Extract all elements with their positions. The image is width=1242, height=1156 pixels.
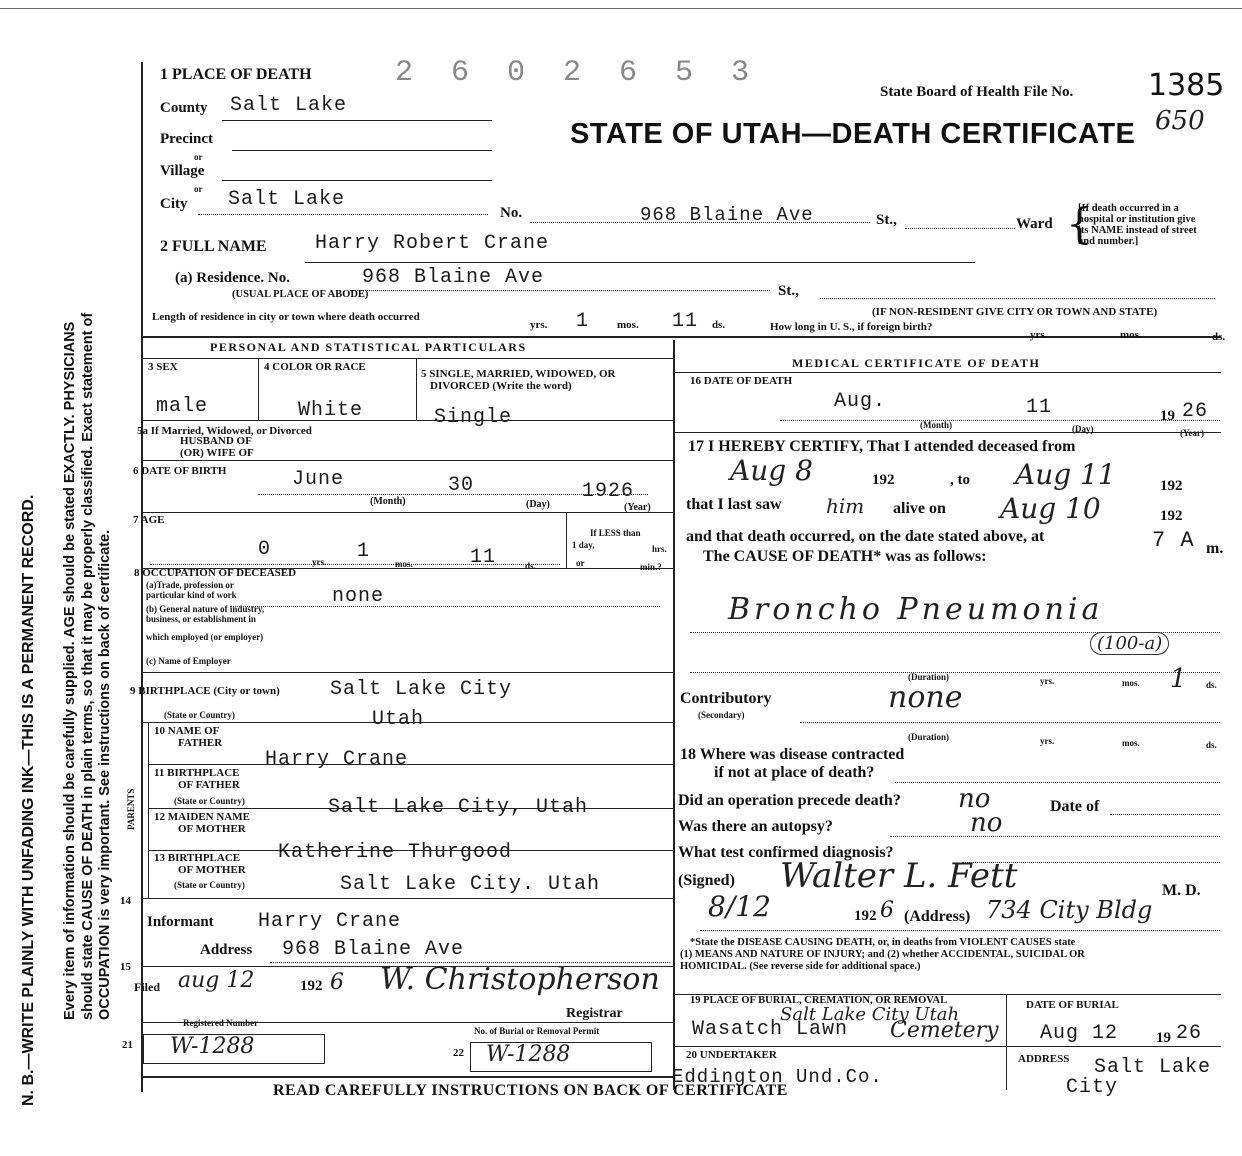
street-st-label: St.,: [876, 212, 897, 228]
sign-year: 6: [880, 898, 894, 923]
duration-ds-label-2: ds.: [1206, 740, 1217, 750]
hrs-label: hrs.: [652, 544, 667, 554]
informant-address: 968 Blaine Ave: [282, 938, 465, 961]
dod-label: 16 DATE OF DEATH: [690, 375, 793, 387]
attended-from-year-prefix: 192: [872, 472, 895, 488]
dob-year: 1926: [582, 480, 635, 503]
burial-place-label: 19 PLACE OF BURIAL, CREMATION, OR REMOVAL: [690, 995, 948, 1006]
operation-value: no: [958, 784, 991, 814]
pronoun: him: [826, 494, 865, 518]
color-value: White: [298, 399, 364, 422]
age-ds-label: ds.: [525, 561, 536, 571]
sign-year-prefix: 192: [854, 908, 877, 924]
footer-instructions: READ CAREFULLY INSTRUCTIONS ON BACK OF CERTIFICATE: [273, 1082, 788, 1099]
dob-month: June: [292, 468, 345, 491]
sidebar-line-4: OCCUPATION is very important. See instructions on back of certificate.: [97, 529, 113, 1020]
less-than-label: If LESS than: [590, 528, 641, 538]
street-value: 968 Blaine Ave: [640, 204, 814, 226]
duration-ds-label-1: ds.: [1206, 680, 1217, 690]
cause-of-death: Broncho Pneumonia: [728, 592, 1104, 627]
duration-mos-label-1: mos.: [1122, 678, 1140, 688]
us-length-label: How long in U. S., if foreign birth?: [770, 321, 933, 333]
birthplace-label: 9 BIRTHPLACE (City or town): [130, 685, 280, 697]
occupation-label: 8 OCCUPATION OF DECEASED: [134, 567, 297, 579]
sidebar-line-1: N. B.—WRITE PLAINLY WITH UNFADING INK—THIS IS A PERMANENT RECORD.: [20, 494, 37, 1106]
dod-day: 11: [1026, 396, 1053, 419]
mother-birthplace: Salt Lake City. Utah: [340, 873, 601, 896]
dob-day: 30: [448, 474, 475, 497]
autopsy-value: no: [970, 808, 1003, 838]
informant-label: Informant: [147, 914, 214, 930]
county-value: Salt Lake: [230, 94, 348, 117]
stamp-number: 2 6 0 2 6 5 3: [395, 56, 760, 90]
father-bp-label-3: (State or Country): [174, 796, 245, 806]
length-ds-label: ds.: [712, 319, 726, 331]
village-label: Village: [160, 163, 205, 179]
to-label: , to: [950, 472, 970, 488]
color-label: 4 COLOR OR RACE: [264, 361, 366, 373]
age-yrs-label: yrs.: [312, 557, 327, 567]
undertaker-label: 20 UNDERTAKER: [686, 1049, 777, 1061]
duration-mos-label-2: mos.: [1122, 738, 1140, 748]
age-label: 7 AGE: [133, 514, 165, 526]
min-label: min.?: [640, 562, 662, 572]
employer-label: (c) Name of Employer: [146, 656, 231, 666]
secondary-label: (Secondary): [698, 710, 745, 720]
dob-day-label: (Day): [526, 499, 550, 510]
cause-text: The CAUSE OF DEATH* was as follows:: [703, 548, 987, 565]
file-number-2: 650: [1155, 106, 1205, 136]
filed-label: Filed: [134, 980, 160, 994]
test-label: What test confirmed diagnosis?: [678, 844, 894, 861]
birthplace-state-label: (State or Country): [164, 710, 235, 720]
one-day-label: 1 day,: [572, 540, 595, 550]
birthplace-city: Salt Lake City: [330, 678, 513, 701]
item-15: 15: [120, 961, 131, 973]
full-name-value: Harry Robert Crane: [315, 232, 550, 255]
street-no-label: No.: [500, 205, 523, 221]
duration-yrs-label-1: yrs.: [1040, 676, 1055, 686]
father-value: Harry Crane: [265, 748, 409, 771]
sign-date: 8/12: [708, 890, 771, 923]
length-yrs-label: yrs.: [530, 319, 548, 331]
permit-number: W-1288: [486, 1042, 571, 1067]
attended-from: Aug 8: [730, 454, 813, 487]
duration-mos: 1: [1170, 664, 1187, 694]
dob-label: 6 DATE OF BIRTH: [133, 465, 227, 477]
usual-place-label: (USUAL PLACE OF ABODE): [232, 289, 369, 300]
note-1: *State the DISEASE CAUSING DEATH, or, in deaths from VIOLENT CAUSES state: [690, 937, 1076, 948]
alive-on-label: alive on: [893, 500, 946, 517]
hospital-brace: {: [1066, 199, 1093, 248]
where-contracted-2: if not at place of death?: [714, 764, 875, 781]
registrar-signature: W. Christopherson: [380, 962, 660, 997]
city-label: City: [160, 196, 188, 212]
place-heading: 1 PLACE OF DEATH: [160, 66, 312, 83]
time-of-death: 7 A: [1152, 528, 1195, 553]
occ-b-2: business, or establishment in: [146, 614, 256, 624]
filed-year-prefix: 192: [300, 978, 323, 994]
file-number: 1385: [1148, 68, 1225, 103]
duration-label-2: (Duration): [908, 732, 949, 742]
mother-label-2: OF MOTHER: [178, 823, 246, 835]
mother-bp-label-2: OF MOTHER: [178, 864, 246, 876]
residence-st-label: St.,: [778, 283, 799, 299]
undertaker-address-1: Salt Lake: [1094, 1056, 1212, 1079]
where-contracted-1: 18 Where was disease contracted: [680, 746, 905, 763]
ward-label: Ward: [1016, 216, 1053, 232]
occ-a-2: particular kind of work: [146, 590, 237, 600]
note-2: (1) MEANS AND NATURE OF INJURY; and (2) whether ACCIDENTAL, SUICIDAL OR: [680, 949, 1085, 960]
length-label: Length of residence in city or town where death occurred: [152, 311, 420, 323]
full-name-label: 2 FULL NAME: [160, 238, 267, 255]
filed-date: aug 12: [178, 968, 255, 993]
occ-b-1: (b) General nature of industry,: [146, 604, 265, 614]
burial-date: Aug 12: [1040, 1022, 1119, 1045]
residence-value: 968 Blaine Ave: [362, 266, 545, 289]
or-label: or: [576, 558, 585, 568]
duration-label-1: (Duration): [908, 672, 949, 682]
age-mos: 1: [357, 540, 371, 563]
contributory-label: Contributory: [680, 690, 772, 707]
operation-label: Did an operation precede death?: [678, 792, 901, 809]
hospital-note-2: hospital or institution give: [1078, 214, 1196, 225]
sex-value: male: [156, 395, 209, 418]
marital-label-2: DIVORCED (Write the word): [430, 380, 572, 392]
hospital-note-4: and number.]: [1078, 236, 1139, 247]
precinct-label: Precinct: [160, 131, 214, 147]
hospital-note-1: [If death occurred in a: [1078, 203, 1179, 214]
m-label: m.: [1206, 540, 1224, 557]
file-no-label: State Board of Health File No.: [880, 84, 1074, 100]
document-title: STATE OF UTAH—DEATH CERTIFICATE: [570, 118, 1136, 150]
dod-year: 26: [1182, 400, 1209, 423]
age-ds: 11: [470, 546, 497, 569]
us-mos-label: mos.: [1120, 329, 1142, 341]
residence-label: (a) Residence. No.: [175, 270, 290, 286]
undertaker-address-label: ADDRESS: [1018, 1053, 1070, 1065]
mother-bp-label-1: 13 BIRTHPLACE: [154, 852, 241, 864]
sex-label: 3 SEX: [148, 361, 178, 373]
birthplace-state: Utah: [372, 708, 425, 731]
cause-code: (100-a): [1090, 632, 1169, 655]
dod-year-label: (Year): [1180, 428, 1204, 438]
or-text-2: or: [194, 184, 203, 194]
burial-year-prefix: 19: [1156, 1030, 1171, 1046]
mother-value: Katherine Thurgood: [278, 841, 513, 864]
father-bp-label-1: 11 BIRTHPLACE: [154, 767, 240, 779]
father-label-1: 10 NAME OF: [154, 725, 220, 737]
operation-date-label: Date of: [1050, 798, 1100, 815]
nonres-note: (IF NON-RESIDENT GIVE CITY OR TOWN AND STATE): [872, 306, 1158, 318]
age-yrs: 0: [258, 538, 272, 561]
burial-date-label: DATE OF BURIAL: [1026, 999, 1119, 1011]
us-yrs-label: yrs.: [1030, 329, 1048, 341]
signed-label: (Signed): [678, 872, 735, 889]
occ-b-3: which employed (or employer): [146, 632, 264, 642]
physician-address-label: (Address): [904, 908, 971, 925]
burial-year: 26: [1176, 1022, 1203, 1045]
father-birthplace: Salt Lake City, Utah: [328, 796, 589, 819]
last-saw-text: that I last saw: [686, 496, 782, 513]
burial-place: Wasatch Lawn: [692, 1018, 849, 1041]
spouse-label-1: 5a If Married, Widowed, or Divorced: [137, 425, 312, 437]
or-text-1: or: [194, 152, 203, 162]
registered-number-label: Registered Number: [183, 1018, 259, 1028]
length-mos-label: mos.: [617, 319, 639, 331]
age-mos-label: mos.: [395, 559, 413, 569]
personal-heading: PERSONAL AND STATISTICAL PARTICULARS: [210, 340, 527, 354]
mother-label-1: 12 MAIDEN NAME: [154, 811, 250, 823]
death-occurred-text: and that death occurred, on the date stated above, at: [686, 528, 1045, 545]
last-saw-year-prefix: 192: [1160, 508, 1183, 524]
burial-cemetery: Cemetery: [890, 1018, 999, 1043]
registered-number: W-1288: [170, 1034, 255, 1059]
contributory-value: none: [888, 680, 963, 715]
marital-value: Single: [434, 406, 513, 429]
note-3: HOMICIDAL. (See reverse side for additional space.): [680, 961, 921, 972]
father-label-2: FATHER: [178, 737, 223, 749]
duration-yrs-label-2: yrs.: [1040, 736, 1055, 746]
item-14: 14: [120, 895, 131, 907]
dod-day-label: (Day): [1072, 424, 1094, 434]
autopsy-label: Was there an autopsy?: [678, 818, 833, 835]
mother-bp-label-3: (State or Country): [174, 880, 245, 890]
physician-signature: Walter L. Fett: [780, 856, 1018, 896]
spouse-label-3: (OR) WIFE OF: [180, 447, 254, 459]
father-bp-label-2: OF FATHER: [178, 779, 240, 791]
medical-heading: MEDICAL CERTIFICATE OF DEATH: [792, 356, 1041, 370]
attended-to-year-prefix: 192: [1160, 478, 1183, 494]
physician-address: 734 City Bldg: [986, 896, 1153, 924]
item-21: 21: [122, 1039, 133, 1051]
county-label: County: [160, 100, 208, 116]
us-ds-label: ds.: [1212, 331, 1226, 343]
parents-label: PARENTS: [126, 788, 136, 830]
sidebar-line-3: should state CAUSE OF DEATH in plain terms, so that it may be properly classified. Exact statement of: [80, 312, 96, 1020]
item-22: 22: [453, 1047, 464, 1059]
sidebar-line-2: Every item of information should be carefully supplied. AGE should be stated EXACTLY. PHYSICIANS: [62, 321, 78, 1020]
marital-label-1: 5 SINGLE, MARRIED, WIDOWED, OR: [421, 368, 616, 380]
burial-handwritten: Salt Lake City Utah: [780, 1004, 960, 1025]
length-mos-value: 11: [672, 310, 699, 333]
city-value: Salt Lake: [228, 188, 346, 211]
dod-month: Aug.: [834, 390, 887, 413]
attended-to: Aug 11: [1015, 458, 1116, 491]
registrar-label: Registrar: [566, 1006, 623, 1021]
occupation-value: none: [332, 585, 385, 608]
certify-text: 17 I HEREBY CERTIFY, That I attended deceased from: [688, 438, 1076, 455]
length-yrs-value: 1: [576, 310, 590, 333]
filed-year: 6: [330, 970, 344, 995]
dod-year-prefix: 19: [1160, 408, 1175, 424]
undertaker-value: Eddington Und.Co.: [672, 1066, 883, 1088]
md-label: M. D.: [1162, 882, 1201, 899]
informant-value: Harry Crane: [258, 910, 402, 933]
undertaker-address-2: City: [1066, 1076, 1119, 1099]
dod-month-label: (Month): [920, 420, 952, 430]
spouse-label-2: HUSBAND OF: [180, 435, 252, 447]
informant-address-label: Address: [200, 942, 253, 958]
hospital-note-3: its NAME instead of street: [1078, 225, 1197, 236]
last-saw-date: Aug 10: [1000, 492, 1101, 525]
burial-permit-label: No. of Burial or Removal Permit: [474, 1026, 600, 1036]
occ-a-1: (a)Trade, profession or: [146, 580, 234, 590]
instructions-sidebar: [0, 0, 140, 1156]
dob-month-label: (Month): [370, 496, 406, 507]
dob-year-label: (Year): [624, 502, 651, 513]
